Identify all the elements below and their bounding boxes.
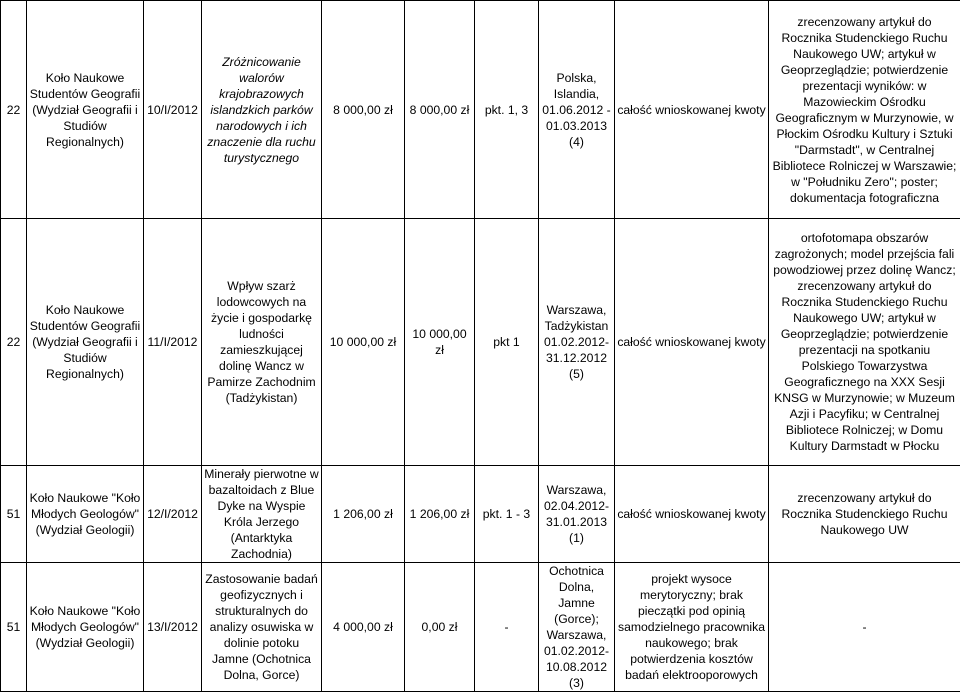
settlement-cell: projekt wysoce merytoryczny; brak pieczątki pod opinią samodzielnego pracownika naukowego; brak potwierdzenia kosztów badań elektrooporowych bbox=[615, 563, 769, 692]
granted-amount-cell: 10 000,00 zł bbox=[405, 219, 475, 466]
place-date-cell: Ochotnica Dolna, Jamne (Gorce); Warszawa, 01.02.2012- 10.08.2012 (3) bbox=[539, 563, 615, 692]
settlement-cell: całość wnioskowanej kwoty bbox=[615, 466, 769, 563]
project-title-cell: Wpływ szarż lodowcowych na życie i gospodarkę ludności zamieszkującej dolinę Wancz w Pamirze Zachodnim (Tadżykistan) bbox=[202, 219, 322, 466]
notes-cell: zrecenzowany artykuł do Rocznika Studenckiego Ruchu Naukowego UW; artykuł w Geoprzeglądzie; potwierdzenie prezentacji wyników: w Mazowieckim Ośrodku Geograficznym w Murzynowie, w Płockim Ośrodku Kultury i Sztuki "Darmstadt", w Centralnej Bibliotece Rolniczej w Warszawie; w "Południku Zero"; poster; dokumentacja fotograficzna bbox=[769, 1, 960, 219]
requested-amount-cell: 4 000,00 zł bbox=[322, 563, 405, 692]
table-row bbox=[1, 563, 960, 692]
project-title-cell: Zróżnicowanie walorów krajobrazowych islandzkich parków narodowych i ich znaczenie dla ruchu turystycznego bbox=[202, 1, 322, 219]
project-title-cell: Zastosowanie badań geofizycznych i strukturalnych do analizy osuwiska w dolinie potoku Jamne (Ochotnica Dolna, Gorce) bbox=[202, 563, 322, 692]
purpose-cell: pkt 1 bbox=[475, 219, 539, 466]
application-number-cell: 13/I/2012 bbox=[144, 563, 202, 692]
place-date-cell: Warszawa, Tadżykistan 01.02.2012- 31.12.2012 (5) bbox=[539, 219, 615, 466]
organization-cell: Koło Naukowe "Koło Młodych Geologów" (Wydział Geologii) bbox=[27, 466, 144, 563]
application-number-cell: 12/I/2012 bbox=[144, 466, 202, 563]
row-number: 51 bbox=[1, 466, 27, 563]
purpose-cell: pkt. 1, 3 bbox=[475, 1, 539, 219]
application-number-cell: 10/I/2012 bbox=[144, 1, 202, 219]
organization-cell: Koło Naukowe Studentów Geografii (Wydział Geografii i Studiów Regionalnych) bbox=[27, 1, 144, 219]
row-number: 22 bbox=[1, 219, 27, 466]
table-row bbox=[1, 466, 960, 563]
row-number: 22 bbox=[1, 1, 27, 219]
notes-cell: ortofotomapa obszarów zagrożonych; model przejścia fali powodziowej przez dolinę Wancz; zrecenzowany artykuł do Rocznika Studenckiego Ruchu Naukowego UW; artykuł w Geoprzeglądzie; potwierdzenie prezentacji na spotkaniu Polskiego Towarzystwa Geograficznego na XXX Sesji KNSG w Murzynowie; w Muzeum Azji i Pacyfiku; w Centralnej Bibliotece Rolniczej; w Domu Kultury Darmstadt w Płocku bbox=[769, 219, 960, 466]
organization-cell: Koło Naukowe "Koło Młodych Geologów" (Wydział Geologii) bbox=[27, 563, 144, 692]
granted-amount-cell: 0,00 zł bbox=[405, 563, 475, 692]
application-number-cell: 11/I/2012 bbox=[144, 219, 202, 466]
settlement-cell: całość wnioskowanej kwoty bbox=[615, 219, 769, 466]
granted-amount-cell: 1 206,00 zł bbox=[405, 466, 475, 563]
row-number: 51 bbox=[1, 563, 27, 692]
notes-cell: zrecenzowany artykuł do Rocznika Studenckiego Ruchu Naukowego UW bbox=[769, 466, 960, 563]
purpose-cell: pkt. 1 - 3 bbox=[475, 466, 539, 563]
project-title-cell: Minerały pierwotne w bazaltoidach z Blue Dyke na Wyspie Króla Jerzego (Antarktyka Zachodnia) bbox=[202, 466, 322, 563]
settlement-cell: całość wnioskowanej kwoty bbox=[615, 1, 769, 219]
granted-amount-cell: 8 000,00 zł bbox=[405, 1, 475, 219]
table-row bbox=[1, 219, 960, 466]
notes-cell: - bbox=[769, 563, 960, 692]
requested-amount-cell: 10 000,00 zł bbox=[322, 219, 405, 466]
place-date-cell: Warszawa, 02.04.2012- 31.01.2013 (1) bbox=[539, 466, 615, 563]
place-date-cell: Polska, Islandia, 01.06.2012 - 01.03.2013 (4) bbox=[539, 1, 615, 219]
organization-cell: Koło Naukowe Studentów Geografii (Wydział Geografii i Studiów Regionalnych) bbox=[27, 219, 144, 466]
requested-amount-cell: 8 000,00 zł bbox=[322, 1, 405, 219]
requested-amount-cell: 1 206,00 zł bbox=[322, 466, 405, 563]
purpose-cell: - bbox=[475, 563, 539, 692]
table-row bbox=[1, 1, 960, 219]
